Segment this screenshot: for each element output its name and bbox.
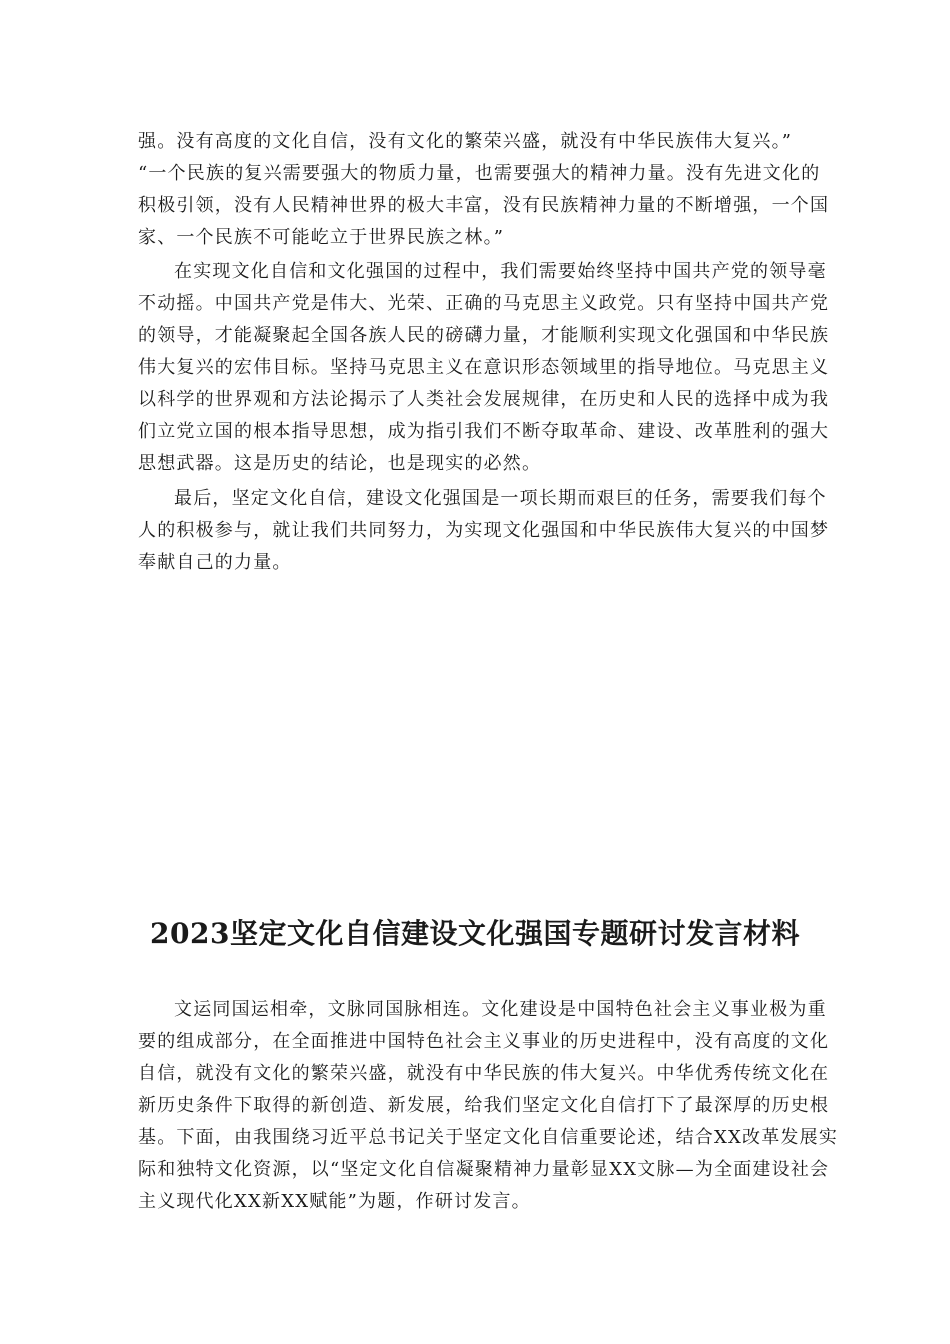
text-line: 以科学的世界观和方法论揭示了人类社会发展规律，在历史和人民的选择中成为我 xyxy=(138,389,830,410)
text-line: “一个民族的复兴需要强大的物质力量，也需要强大的精神力量。没有先进文化的 xyxy=(138,163,821,184)
text-line: 的领导，才能凝聚起全国各族人民的磅礴力量，才能顺利实现文化强国和中华民族 xyxy=(138,325,830,346)
text-line: 基。下面，由我围绕习近平总书记关于坚定文化自信重要论述，结合XX改革发展实 xyxy=(138,1127,839,1148)
text-line: 文运同国运相牵，文脉同国脉相连。文化建设是中国特色社会主义事业极为重 xyxy=(174,999,827,1020)
text-line: 新历史条件下取得的新创造、新发展，给我们坚定文化自信打下了最深厚的历史根 xyxy=(138,1095,830,1116)
text-line: 最后，坚定文化自信，建设文化强国是一项长期而艰巨的任务，需要我们每个 xyxy=(174,488,827,509)
text-line: 际和独特文化资源，以“坚定文化自信凝聚精神力量彰显XX文脉—为全面建设社会 xyxy=(138,1159,830,1180)
text-line: 强。没有高度的文化自信，没有文化的繁荣兴盛，就没有中华民族伟大复兴。” xyxy=(138,131,793,152)
text-line: 要的组成部分，在全面推进中国特色社会主义事业的历史进程中，没有高度的文化 xyxy=(138,1031,830,1052)
text-line: 主义现代化XX新XX赋能”为题，作研讨发言。 xyxy=(138,1191,531,1212)
text-line: 不动摇。中国共产党是伟大、光荣、正确的马克思主义政党。只有坚持中国共产党 xyxy=(138,293,830,314)
text-line: 家、一个民族不可能屹立于世界民族之林。” xyxy=(138,227,505,248)
text-line: 奉献自己的力量。 xyxy=(138,552,292,573)
document-title: 2023坚定文化自信建设文化强国专题研讨发言材料 xyxy=(150,917,800,950)
text-line: 自信，就没有文化的繁荣兴盛，就没有中华民族的伟大复兴。中华优秀传统文化在 xyxy=(138,1063,830,1084)
text-line: 思想武器。这是历史的结论，也是现实的必然。 xyxy=(138,453,542,474)
text-line: 们立党立国的根本指导思想，成为指引我们不断夺取革命、建设、改革胜利的强大 xyxy=(138,421,830,442)
text-line: 积极引领，没有人民精神世界的极大丰富，没有民族精神力量的不断增强，一个国 xyxy=(138,195,830,216)
text-line: 伟大复兴的宏伟目标。坚持马克思主义在意识形态领域里的指导地位。马克思主义 xyxy=(138,357,830,378)
text-line: 人的积极参与，就让我们共同努力，为实现文化强国和中华民族伟大复兴的中国梦 xyxy=(138,520,830,541)
text-line: 在实现文化自信和文化强国的过程中，我们需要始终坚持中国共产党的领导毫 xyxy=(174,261,827,282)
